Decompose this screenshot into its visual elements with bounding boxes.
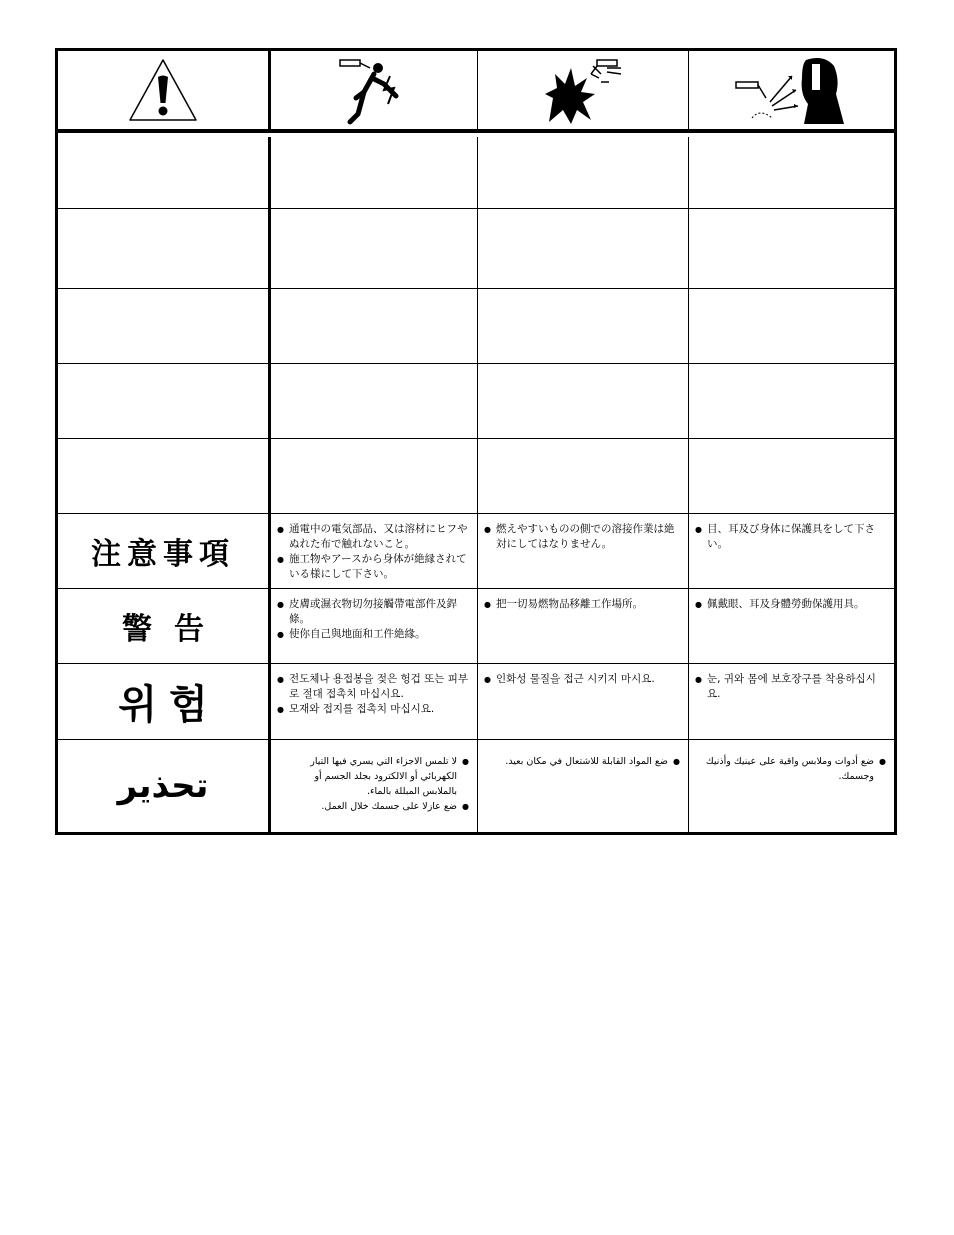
row-chinese [58, 589, 894, 664]
empty-row [58, 439, 894, 514]
row-korean [58, 664, 894, 740]
row-label: 注意事項 [58, 514, 271, 588]
warning-text: ● 佩戴眼、耳及身體勞動保護用具。 [695, 597, 888, 612]
empty-row [58, 364, 894, 439]
warning-table [55, 48, 897, 835]
warning-text: ● 把一切易燃物品移離工作場所。 [484, 597, 682, 612]
warning-text: ● 通電中の電気部品、又は溶材にヒフやぬれた布で触れないこと。 [277, 522, 471, 552]
warning-text: ● 눈, 귀와 몸에 보호장구를 착용하십시요. [695, 672, 888, 702]
warning-text: ● 모재와 접지를 접촉치 마십시요. [277, 702, 471, 717]
warning-text: ● 目、耳及び身体に保護具をして下さい。 [695, 522, 888, 552]
warning-triangle-icon [127, 57, 199, 123]
warning-text: ● ضع عازلا على جسمك خلال العمل. [279, 799, 469, 814]
warning-text: ● ضع أدوات وملابس واقية على عينيك وأذنيك وجسمك. [697, 754, 886, 784]
warning-cell [58, 51, 271, 129]
warning-text: ● 燃えやすいものの側での溶接作業は絶対にしてはなりません。 [484, 522, 682, 552]
electric-shock-icon [334, 54, 414, 126]
warning-text: ● 皮膚或濕衣物切勿接觸帶電部件及銲條。 [277, 597, 471, 627]
warning-text: ● 전도체나 용접봉을 젖은 헝겁 또는 피부로 절대 접촉치 마십시요. [277, 672, 471, 702]
warning-text: ● 施工物やアースから身体が絶縁されている様にして下さい。 [277, 552, 471, 582]
fire-explosion-cell [478, 51, 689, 129]
icon-header-row [58, 51, 894, 133]
empty-row [58, 209, 894, 289]
eye-protection-cell [689, 51, 894, 129]
row-arabic [58, 740, 894, 832]
eye-protection-icon [732, 54, 852, 126]
warning-text: ● لا تلمس الاجزاء التي يسري فيها التيار الكهربائي أو الالكترود بجلد الجسم أو بالملابس المبللة بالماء. [279, 754, 469, 799]
empty-row [58, 137, 894, 209]
row-label: 警告 [58, 589, 271, 663]
electric-shock-cell [271, 51, 478, 129]
empty-row [58, 289, 894, 364]
row-label: 위험 [58, 664, 271, 739]
row-label: تحذير [58, 740, 271, 832]
warning-text: ● 인화성 물질을 접근 시키지 마시요. [484, 672, 682, 687]
row-japanese [58, 514, 894, 589]
fire-explosion-icon [541, 54, 625, 126]
warning-text: ● 使你自己與地面和工件絶緣。 [277, 627, 471, 642]
warning-text: ● ضع المواد القابلة للاشتعال في مكان بعيد. [486, 754, 680, 769]
